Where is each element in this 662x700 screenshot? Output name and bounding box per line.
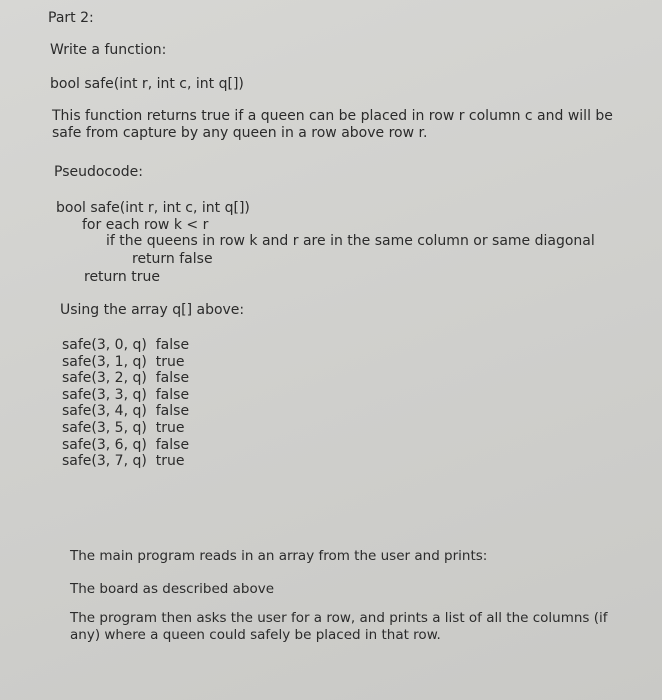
array-intro: Using the array q[] above: — [60, 302, 245, 318]
pseudocode-line-3: if the queens in row k and r are in the same column or same diagonal — [106, 233, 595, 249]
instruction-text: Write a function: — [50, 42, 167, 58]
pseudocode-line-2: for each row k < r — [82, 217, 209, 233]
function-description: This function returns true if a queen can be placed in row r column c and will be safe from capture by any queen in a row above row r. — [52, 108, 613, 141]
pseudocode-label: Pseudocode: — [54, 164, 143, 180]
example-row: safe(3, 2, q) false — [62, 370, 190, 387]
example-row: safe(3, 6, q) false — [62, 436, 190, 453]
board-line: The board as described above — [70, 581, 275, 597]
example-row: safe(3, 4, q) false — [62, 403, 190, 420]
example-row: safe(3, 7, q) true — [62, 453, 185, 470]
function-signature: bool safe(int r, int c, int q[]) — [50, 76, 244, 92]
example-row: safe(3, 1, q) true — [62, 353, 185, 370]
pseudocode-line-4: return false — [132, 251, 213, 267]
example-row: safe(3, 3, q) false — [62, 386, 190, 403]
pseudocode-line-5: return true — [84, 269, 160, 285]
pseudocode-line-1: bool safe(int r, int c, int q[]) — [56, 200, 250, 216]
example-row: safe(3, 0, q) false — [62, 337, 190, 353]
examples-list — [62, 337, 189, 470]
example-row: safe(3, 5, q) true — [62, 419, 185, 436]
part-heading: Part 2: — [48, 10, 94, 26]
main-program-text: The main program reads in an array from the user and prints: — [70, 548, 488, 564]
final-paragraph: The program then asks the user for a row, and prints a list of all the columns (if any) where a queen could safely be placed in that row. — [70, 610, 608, 643]
